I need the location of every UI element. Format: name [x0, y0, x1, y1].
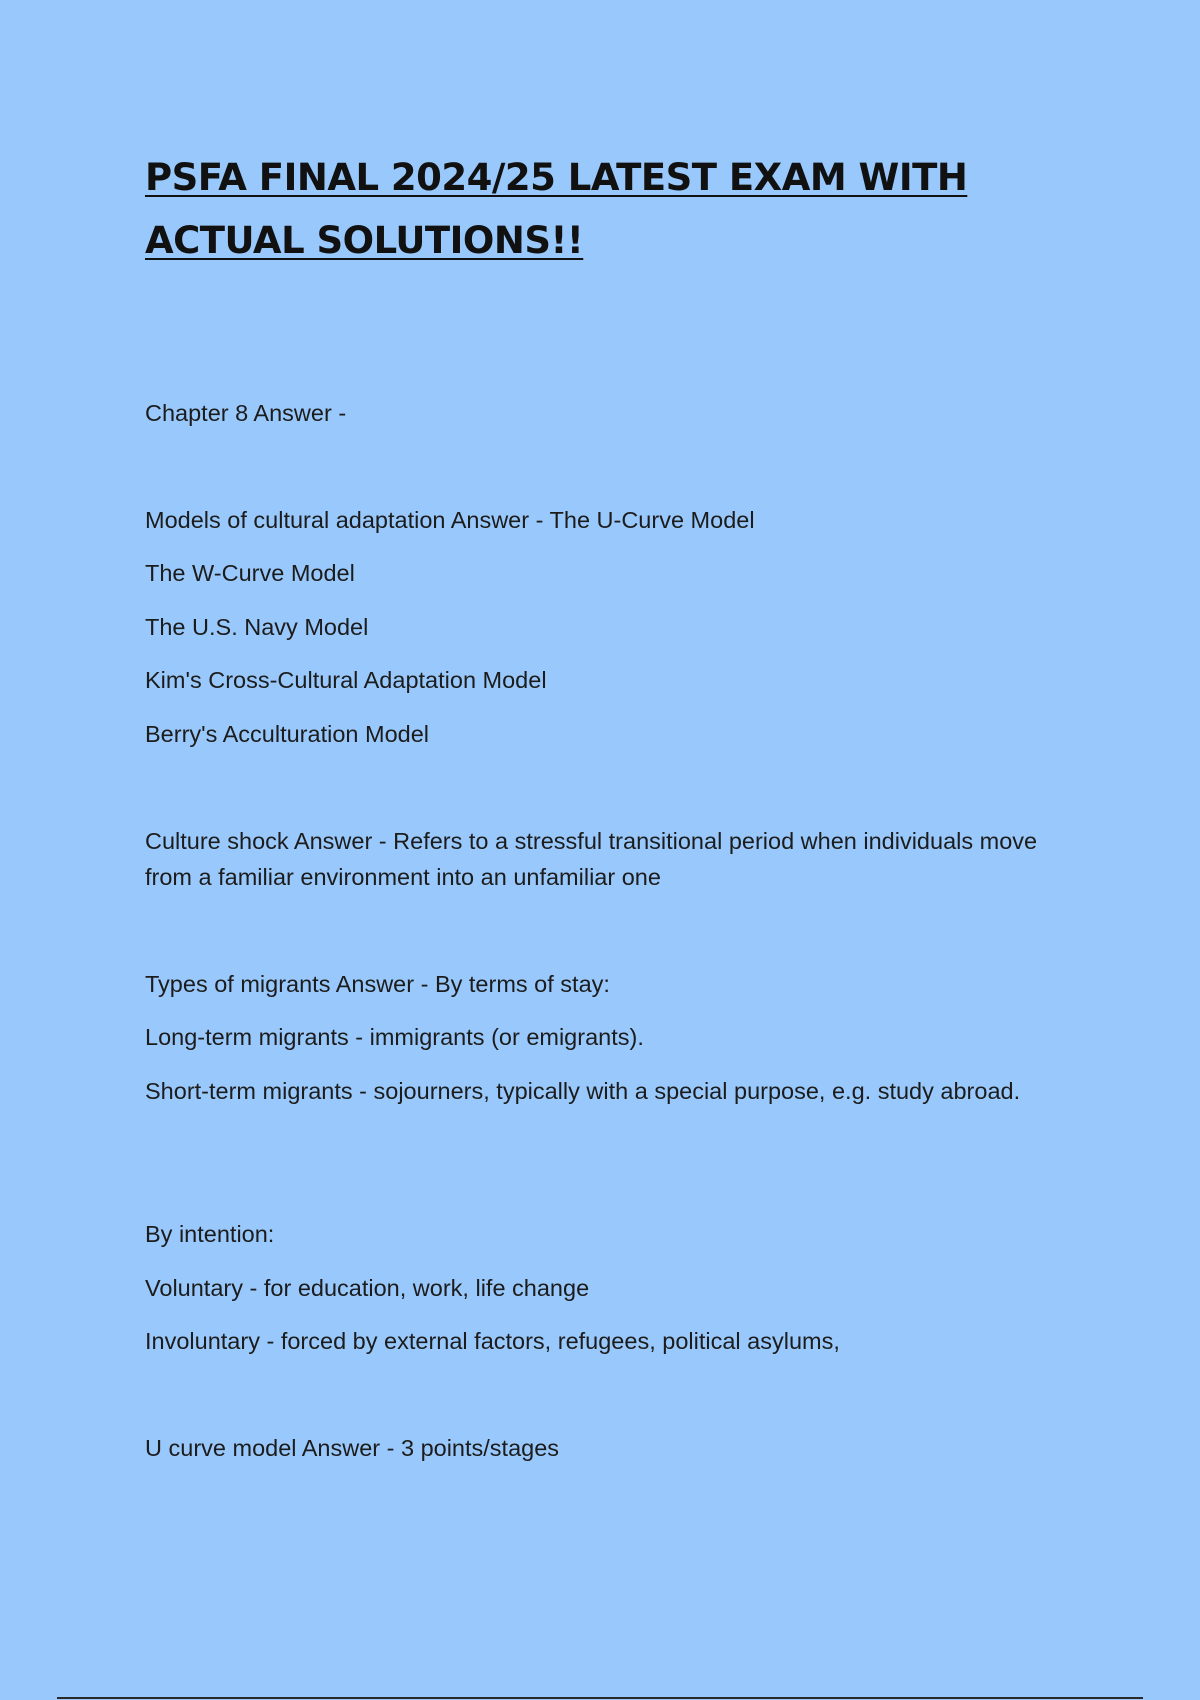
qa-line: Involuntary - forced by external factors, refugees, political asylums, — [145, 1328, 840, 1354]
qa-line: Types of migrants Answer - By terms of stay: — [145, 971, 610, 997]
qa-line: Long-term migrants - immigrants (or emigrants). — [145, 1024, 644, 1050]
qa-line: Berry's Acculturation Model — [145, 721, 429, 747]
document-title: PSFA FINAL 2024/25 LATEST EXAM WITH ACTUAL SOLUTIONS!! — [145, 156, 968, 262]
qa-line: U curve model Answer - 3 points/stages — [145, 1435, 560, 1461]
footer-divider — [57, 1697, 1143, 1699]
qa-line: Short-term migrants - sojourners, typically with a special purpose, e.g. study abroad. — [145, 1078, 1021, 1104]
qa-line: Models of cultural adaptation Answer - The U-Curve Model — [145, 507, 755, 533]
qa-line: Voluntary - for education, work, life change — [145, 1275, 590, 1301]
chapter-heading: Chapter 8 Answer - — [145, 400, 347, 426]
qa-line: By intention: — [145, 1221, 275, 1247]
qa-line: Kim's Cross-Cultural Adaptation Model — [145, 667, 547, 693]
qa-line: Culture shock Answer - Refers to a stressful transitional period when individuals move from a familiar environment into an unfamiliar one — [145, 828, 1038, 890]
qa-line: The W-Curve Model — [145, 560, 355, 586]
qa-line: The U.S. Navy Model — [145, 614, 369, 640]
